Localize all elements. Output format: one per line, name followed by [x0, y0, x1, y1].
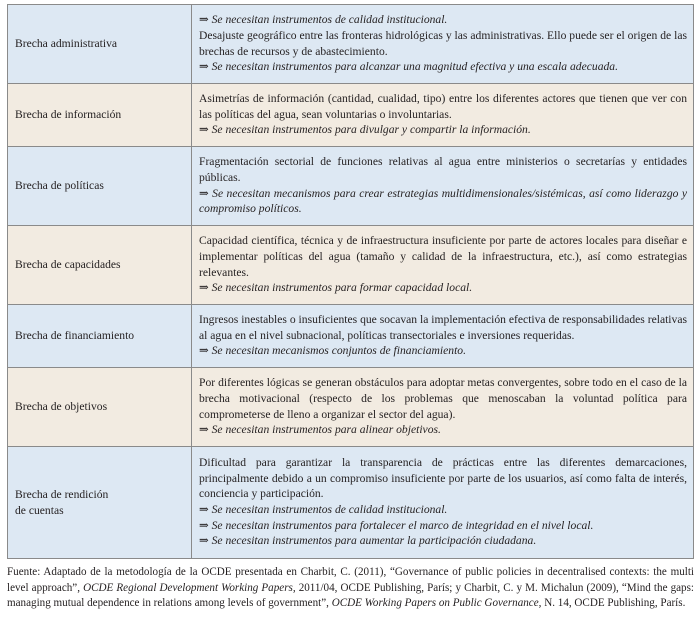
- gap-row: [8, 147, 694, 226]
- recommendation-text: Se necesitan mecanismos para crear estrategias multidimensionales/sistémicas, así como liderazgo y compromiso políticos.: [199, 186, 687, 216]
- double-arrow-icon: ⇒: [199, 423, 209, 437]
- source-text: N. 14, OCDE Publishing, París.: [541, 597, 686, 610]
- gap-name-cell: [8, 5, 192, 84]
- recommendation-text: Se necesitan instrumentos para alcanzar una magnitud efectiva y una escala adecuada.: [211, 60, 618, 74]
- gap-description: Asimetrías de información (cantidad, cualidad, tipo) entre los diferentes actores que tienen que ver con las políticas del agua, sean voluntarias o involuntarias.: [199, 92, 687, 121]
- double-arrow-icon: ⇒: [199, 281, 209, 295]
- gap-description: Por diferentes lógicas se generan obstáculos para adoptar metas convergentes, sobre todo en el caso de la brecha motivacional (respecto de los problemas que menoscaban la voluntad política para comprometerse de lleno a organizar el sector del agua).: [199, 376, 687, 421]
- recommendation-line: [199, 12, 687, 28]
- gap-row: [8, 5, 694, 84]
- gap-description: Desajuste geográfico entre las fronteras hidrológicas y las administrativas. Ello puede ser el origen de las brechas de recursos y de abastecimiento.: [199, 28, 687, 58]
- gap-name-cell: [8, 226, 192, 305]
- gap-description: Fragmentación sectorial de funciones relativas al agua entre ministerios o secretarías y entidades públicas.: [199, 155, 687, 184]
- double-arrow-icon: ⇒: [199, 344, 209, 358]
- gap-description-cell: [192, 5, 694, 84]
- gap-row: [8, 305, 694, 368]
- recommendation-line: [199, 343, 687, 359]
- double-arrow-icon: ⇒: [199, 503, 209, 516]
- gap-description: Ingresos inestables o insuficientes que socavan la implementación efectiva de responsabilidades relativas al agua en el nivel subnacional, políticas transectoriales e inversiones requeridas.: [199, 313, 687, 342]
- gap-description-cell: [192, 226, 694, 305]
- gap-description: Capacidad científica, técnica y de infraestructura insuficiente por parte de actores locales para diseñar e implementar políticas del agua (tamaño y calidad de la infraestructura, etc.), así como estrategias relevantes.: [199, 234, 687, 279]
- recommendation-line: [199, 122, 687, 138]
- gap-description-cell: [192, 84, 694, 147]
- double-arrow-icon: ⇒: [199, 518, 209, 532]
- recommendation-text: Se necesitan mecanismos conjuntos de financiamiento.: [211, 344, 466, 358]
- gap-name: Brecha de capacidades: [15, 258, 121, 272]
- source-publication-title: OCDE Regional Development Working Papers,: [83, 581, 296, 594]
- gap-name-cell: [8, 447, 192, 559]
- recommendation-text: Se necesitan instrumentos para fortalecer el marco de integridad en el nivel local.: [211, 518, 594, 532]
- gap-name-cell: [8, 147, 192, 226]
- gap-row: [8, 368, 694, 447]
- recommendation-line: [199, 422, 687, 438]
- recommendation-line: [199, 59, 687, 75]
- recommendation-line: [199, 518, 687, 534]
- source-publication-title: OCDE Working Papers on Public Governance,: [331, 597, 542, 610]
- gap-description-cell: [192, 305, 694, 368]
- gap-name-cell: [8, 368, 192, 447]
- gap-row: [8, 447, 694, 559]
- gap-row: [8, 84, 694, 147]
- gap-name: Brecha de políticas: [15, 179, 104, 193]
- recommendation-text: Se necesitan instrumentos para alinear objetivos.: [211, 423, 441, 437]
- gap-description-cell: [192, 368, 694, 447]
- gap-row: [8, 226, 694, 305]
- gap-name: Brecha de información: [15, 108, 122, 122]
- double-arrow-icon: ⇒: [199, 123, 209, 137]
- recommendation-text: Se necesitan instrumentos para aumentar la participación ciudadana.: [211, 534, 537, 548]
- gap-description-cell: [192, 447, 694, 559]
- recommendation-line: [199, 502, 687, 518]
- double-arrow-icon: ⇒: [199, 60, 209, 74]
- source-note: [7, 565, 694, 612]
- recommendation-text: Se necesitan instrumentos para divulgar y compartir la información.: [211, 123, 531, 137]
- gap-name: Brecha de objetivos: [15, 400, 108, 414]
- source-text: Fuente: Adaptado de la metodología de la OCDE presentada en Charbit, C. (2011), “Governance of public policies in decentralised contexts: the multi level approach”,: [7, 566, 694, 594]
- gap-name: Brecha administrativa: [15, 37, 118, 51]
- gap-name: Brecha de rendición: [15, 487, 109, 501]
- gap-name: Brecha de financiamiento: [15, 329, 135, 343]
- recommendation-line: [199, 533, 687, 549]
- gap-description: Dificultad para garantizar la transparencia de prácticas entre las diferentes demarcaciones, principalmente debido a un compromiso insuficiente por parte de los usuarios, así como falta de interés, conciencia y participación.: [199, 456, 687, 501]
- gap-name-continued: de cuentas: [15, 503, 64, 517]
- governance-gaps-table: [7, 4, 694, 559]
- recommendation-text: Se necesitan instrumentos de calidad institucional.: [211, 13, 448, 27]
- recommendation-line: [199, 186, 687, 217]
- double-arrow-icon: ⇒: [199, 186, 209, 200]
- recommendation-text: Se necesitan instrumentos de calidad institucional.: [211, 503, 448, 516]
- gap-name-cell: [8, 84, 192, 147]
- gap-description-cell: [192, 147, 694, 226]
- double-arrow-icon: ⇒: [199, 13, 209, 27]
- recommendation-line: [199, 280, 687, 296]
- source-text: 2011/04, OCDE Publishing, París; y Charbit, C. y M. Michalun (2009), “Mind the gaps: managing mutual dependence in relations among levels of government”,: [7, 581, 694, 610]
- recommendation-text: Se necesitan instrumentos para formar capacidad local.: [211, 281, 473, 295]
- gap-name-cell: [8, 305, 192, 368]
- gaps-table-body: [8, 5, 694, 559]
- double-arrow-icon: ⇒: [199, 534, 209, 548]
